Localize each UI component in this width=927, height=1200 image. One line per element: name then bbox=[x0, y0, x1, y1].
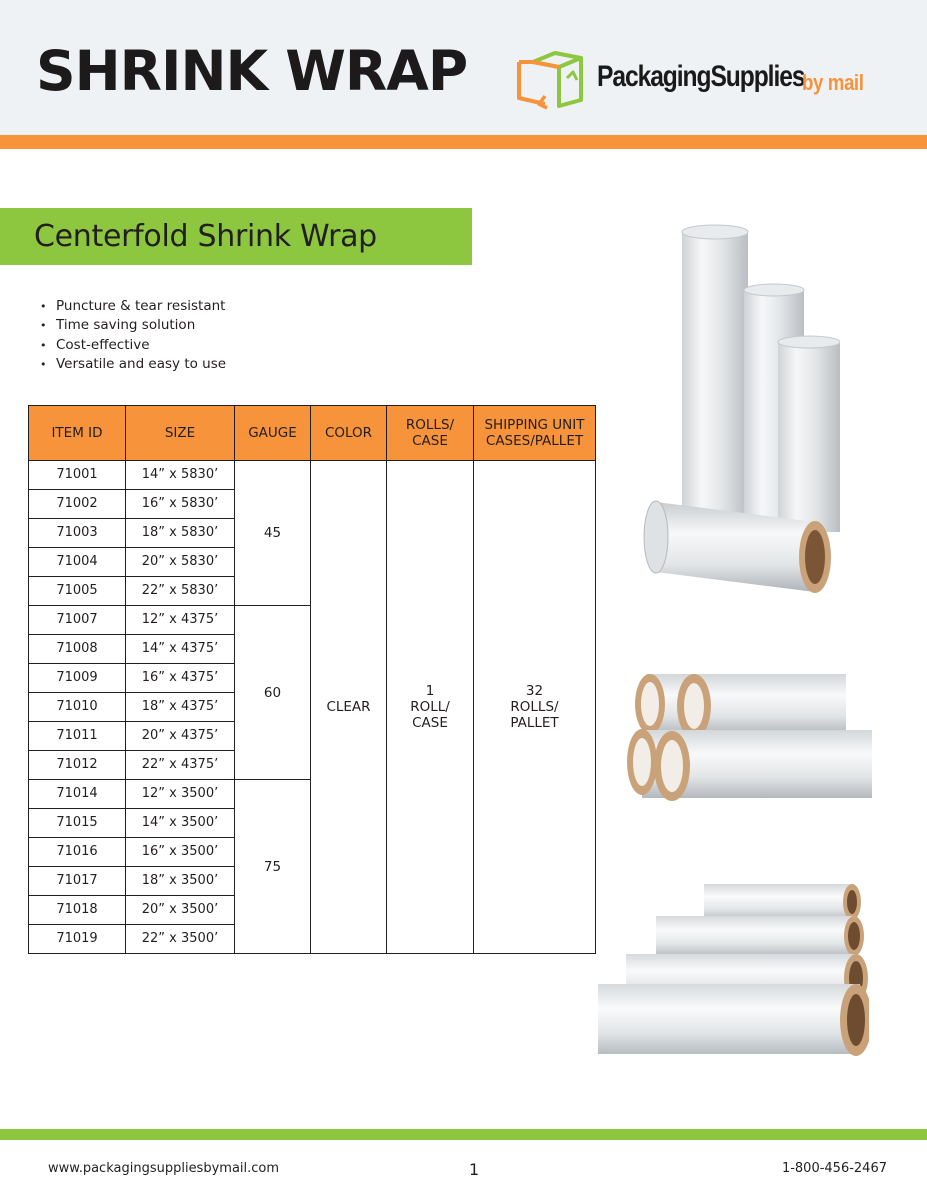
feature-item: • Puncture & tear resistant bbox=[40, 297, 226, 316]
item-id-cell: 71002 bbox=[29, 490, 126, 519]
bullet-icon: • bbox=[40, 300, 47, 313]
feature-item: • Time saving solution bbox=[40, 316, 226, 335]
item-id-cell: 71008 bbox=[29, 635, 126, 664]
column-header-rolls-case: ROLLS/ CASE bbox=[387, 406, 474, 461]
item-id-cell: 71003 bbox=[29, 519, 126, 548]
table-row bbox=[29, 461, 596, 490]
item-id-cell: 71007 bbox=[29, 606, 126, 635]
size-cell: 12” x 4375’ bbox=[126, 606, 235, 635]
size-cell: 16” x 4375’ bbox=[126, 664, 235, 693]
footer-website-link[interactable]: www.packagingsuppliesbymail.com bbox=[48, 1161, 280, 1176]
bullet-icon: • bbox=[40, 319, 47, 333]
gauge-cell: 45 bbox=[235, 461, 311, 606]
item-id-cell: 71017 bbox=[29, 867, 126, 896]
item-id-cell: 71018 bbox=[29, 896, 126, 925]
page-number: 1 bbox=[469, 1160, 480, 1179]
item-id-cell: 71001 bbox=[29, 461, 126, 490]
feature-list bbox=[40, 297, 226, 374]
item-id-cell: 71004 bbox=[29, 548, 126, 577]
size-cell: 14” x 3500’ bbox=[126, 809, 235, 838]
product-photo-upright-rolls bbox=[640, 222, 840, 602]
bullet-icon: • bbox=[40, 357, 47, 371]
size-cell: 18” x 5830’ bbox=[126, 519, 235, 548]
logo-wordmark-sub: by mail bbox=[802, 70, 864, 95]
company-logo[interactable] bbox=[515, 48, 890, 110]
item-id-cell: 71009 bbox=[29, 664, 126, 693]
size-cell: 18” x 3500’ bbox=[126, 867, 235, 896]
item-id-cell: 71014 bbox=[29, 780, 126, 809]
color-cell: CLEAR bbox=[311, 461, 387, 954]
column-header-shipping-unit: SHIPPING UNIT CASES/PALLET bbox=[474, 406, 596, 461]
item-id-cell: 71011 bbox=[29, 722, 126, 751]
size-cell: 14” x 5830’ bbox=[126, 461, 235, 490]
item-id-cell: 71019 bbox=[29, 925, 126, 954]
column-header-gauge: GAUGE bbox=[235, 406, 311, 461]
spec-table bbox=[28, 405, 596, 954]
shipping-unit-cell: 32 ROLLS/ PALLET bbox=[474, 461, 596, 954]
gauge-cell: 75 bbox=[235, 780, 311, 954]
rolls-per-case-cell: 1 ROLL/ CASE bbox=[387, 461, 474, 954]
item-id-cell: 71010 bbox=[29, 693, 126, 722]
footer-phone[interactable]: 1-800-456-2467 bbox=[781, 1161, 887, 1176]
column-header-item-id: ITEM ID bbox=[29, 406, 126, 461]
size-cell: 14” x 4375’ bbox=[126, 635, 235, 664]
size-cell: 18” x 4375’ bbox=[126, 693, 235, 722]
size-cell: 20” x 4375’ bbox=[126, 722, 235, 751]
feature-item: • Versatile and easy to use bbox=[40, 355, 226, 374]
size-cell: 16” x 5830’ bbox=[126, 490, 235, 519]
size-cell: 22” x 4375’ bbox=[126, 751, 235, 780]
size-cell: 12” x 3500’ bbox=[126, 780, 235, 809]
footer-divider bbox=[0, 1129, 927, 1140]
item-id-cell: 71016 bbox=[29, 838, 126, 867]
feature-item: • Cost-effective bbox=[40, 336, 226, 355]
bullet-icon: • bbox=[40, 338, 47, 352]
size-cell: 20” x 3500’ bbox=[126, 896, 235, 925]
size-cell: 16” x 3500’ bbox=[126, 838, 235, 867]
section-title: Centerfold Shrink Wrap bbox=[34, 219, 377, 254]
item-id-cell: 71015 bbox=[29, 809, 126, 838]
item-id-cell: 71005 bbox=[29, 577, 126, 606]
product-photo-stacked-rolls bbox=[622, 668, 877, 803]
size-cell: 20” x 5830’ bbox=[126, 548, 235, 577]
product-photo-rolls-pyramid bbox=[594, 880, 869, 1065]
logo-wordmark: PackagingSupplies bbox=[597, 60, 805, 93]
table-header-row bbox=[29, 406, 596, 461]
gauge-cell: 60 bbox=[235, 606, 311, 780]
size-cell: 22” x 5830’ bbox=[126, 577, 235, 606]
box-logo-icon bbox=[515, 48, 595, 110]
column-header-size: SIZE bbox=[126, 406, 235, 461]
size-cell: 22” x 3500’ bbox=[126, 925, 235, 954]
header-divider bbox=[0, 135, 927, 149]
column-header-color: COLOR bbox=[311, 406, 387, 461]
item-id-cell: 71012 bbox=[29, 751, 126, 780]
page-title: SHRINK WRAP bbox=[36, 39, 468, 103]
